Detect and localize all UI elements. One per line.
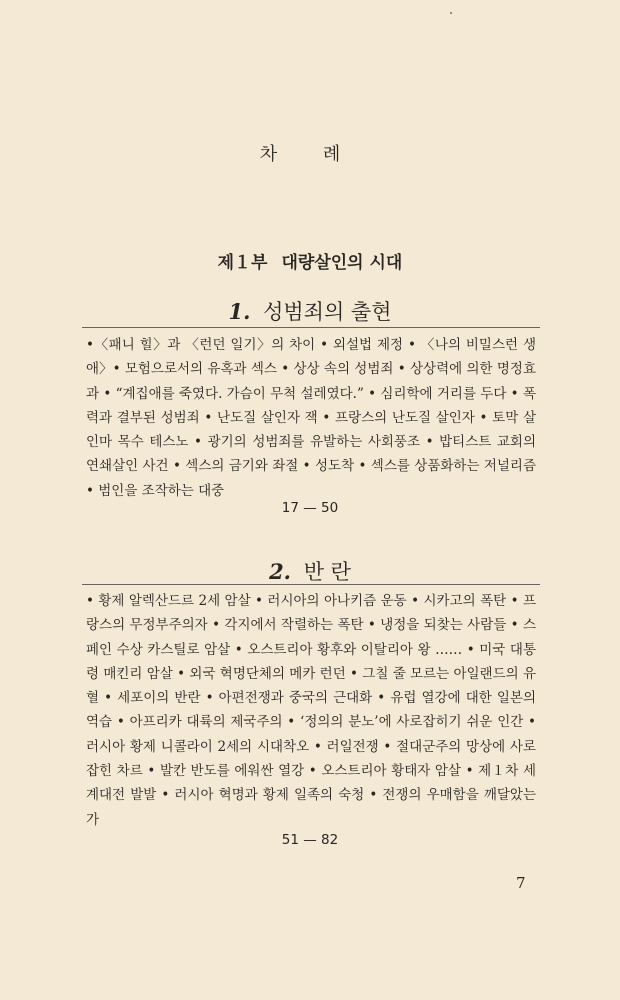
- section-title: [0, 296, 620, 326]
- section-name: 성범죄의 출현: [263, 300, 392, 324]
- section-summary: •〈패니 힐〉과 〈런던 일기〉의 차이 • 외설법 제정 • 〈나의 비밀스런 생애〉• 모험으로서의 유혹과 섹스 • 상상 속의 성범죄 • 상상력에 의한 명정효과 • “계집애를 죽였다. 가슴이 무척 설레였다.” • 심리학에 거리를 두다 • 폭력과 결부된 성범죄 • 난도질 살인자 잭 • 프랑스의 난도질 살인자 • 토막 살인마 목수 테스노 • 광기의 성범죄를 유발하는 사회풍조 • 밥티스트 교회의 연쇄살인 사건 • 섹스의 금기와 좌절 • 성도착 • 섹스를 상품화하는 저널리즘 • 범인을 조작하는 대중: [86, 337, 536, 499]
- part-label: 제１부: [217, 253, 268, 273]
- paper-speck: [450, 12, 452, 14]
- section-name: 반 란: [303, 560, 351, 584]
- part-title: 대량살인의 시대: [281, 253, 403, 273]
- page-number: 7: [516, 874, 526, 892]
- page-range: 51 — 82: [281, 832, 339, 848]
- section-divider: [82, 327, 540, 328]
- section-number: 1.: [228, 299, 251, 324]
- contents-heading: 차 례: [259, 144, 361, 165]
- part-heading: [0, 248, 620, 273]
- section-summary: • 황제 알렉산드르 2세 암살 • 러시아의 아나키즘 운동 • 시카고의 폭탄 • 프랑스의 무정부주의자 • 각지에서 작렬하는 폭탄 • 냉정을 되찾는 사람들 • 스페인 수상 카스틸로 암살 • 오스트리아 황후와 이탈리아 왕 …… • 미국 대통령 매킨리 암살 • 외국 혁명단체의 메카 런던 • 그칠 줄 모르는 아일랜드의 유혈 • 세포이의 반란 • 아편전쟁과 중국의 근대화 • 유럽 열강에 대한 일본의 역습 • 아프리카 대륙의 제국주의 • ‘정의의 분노’에 사로잡히기 쉬운 인간 • 러시아 황제 니콜라이 2세의 시대착오 • 러일전쟁 • 절대군주의 망상에 사로잡힌 차르 • 발칸 반도를 에워싼 열강 • 오스트리아 황태자 암살 • 제１차 세계대전 발발 • 러시아 혁명과 황제 일족의 숙청 • 전쟁의 우매함을 깨달았는가: [86, 593, 536, 828]
- section-title: [0, 556, 620, 586]
- section-divider: [82, 584, 540, 585]
- section-number: 2.: [269, 559, 291, 584]
- page-range: 17 — 50: [281, 500, 339, 516]
